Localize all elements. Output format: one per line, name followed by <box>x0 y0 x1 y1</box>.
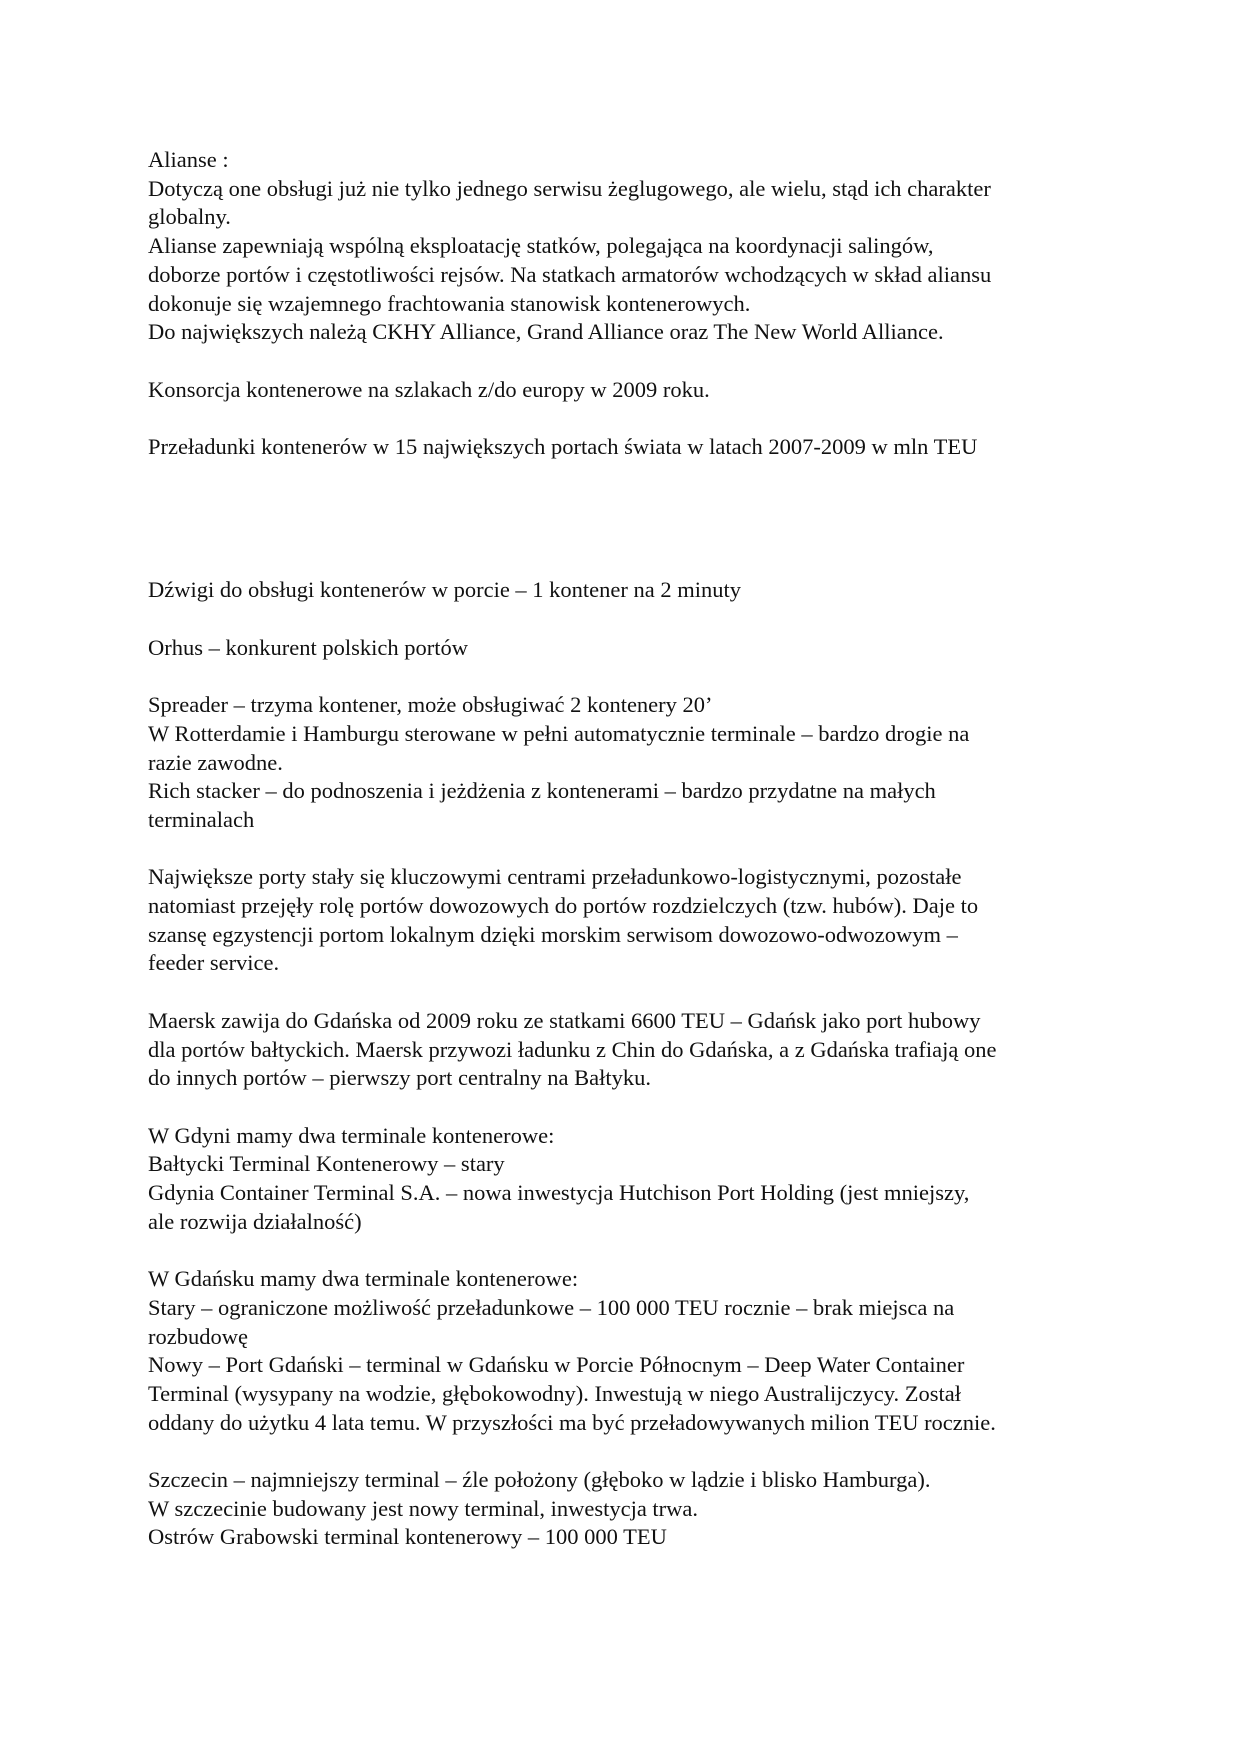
text-line: Bałtycki Terminal Kontenerowy – stary <box>148 1151 505 1177</box>
text-line: Stary – ograniczone możliwość przeładunkowe – 100 000 TEU rocznie – brak miejsca na <box>148 1294 955 1320</box>
text-line: doborze portów i częstotliwości rejsów. Na statkach armatorów wchodzących w skład aliansu <box>148 261 992 287</box>
text-line: do innych portów – pierwszy port centralny na Bałtyku. <box>148 1065 652 1091</box>
text-line: terminalach <box>148 806 255 832</box>
paragraph <box>148 634 1108 663</box>
text-line: globalny. <box>148 204 231 230</box>
paragraph <box>148 376 1108 405</box>
text-line: W szczecinie budowany jest nowy terminal, inwestycja trwa. <box>148 1495 699 1521</box>
text-line: Maersk zawija do Gdańska od 2009 roku ze statkami 6600 TEU – Gdańsk jako port hubowy <box>148 1007 981 1033</box>
text-line: dla portów bałtyckich. Maersk przywozi ładunku z Chin do Gdańska, a z Gdańska trafiają one <box>148 1036 997 1062</box>
paragraph <box>148 1007 1108 1093</box>
paragraph <box>148 863 1108 978</box>
text-line: Terminal (wysypany na wodzie, głębokowodny). Inwestują w niego Australijczycy. Został <box>148 1380 962 1406</box>
text-line: Konsorcja kontenerowe na szlakach z/do europy w 2009 roku. <box>148 376 710 402</box>
text-line: oddany do użytku 4 lata temu. W przyszłości ma być przeładowywanych milion TEU rocznie. <box>148 1409 996 1435</box>
text-line: Alianse : <box>148 147 229 172</box>
text-line: W Gdańsku mamy dwa terminale kontenerowe: <box>148 1266 579 1292</box>
blank-space <box>148 490 1108 576</box>
text-line: feeder service. <box>148 950 280 976</box>
paragraph <box>148 691 1108 835</box>
text-line: Nowy – Port Gdański – terminal w Gdańsku w Porcie Północnym – Deep Water Container <box>148 1352 965 1378</box>
text-line: Alianse zapewniają wspólną eksploatację statków, polegająca na koordynacji salingów, <box>148 233 934 259</box>
paragraph <box>148 1122 1108 1237</box>
text-line: W Rotterdamie i Hamburgu sterowane w pełni automatycznie terminale – bardzo drogie na <box>148 720 970 746</box>
text-line: Przeładunki kontenerów w 15 największych portach świata w latach 2007-2009 w mln TEU <box>148 434 978 459</box>
text-line: Szczecin – najmniejszy terminal – źle położony (głęboko w lądzie i blisko Hamburga). <box>148 1467 931 1493</box>
text-line: Dotyczą one obsługi już nie tylko jednego serwisu żeglugowego, ale wielu, stąd ich charakter <box>148 175 991 201</box>
text-line: szansę egzystencji portom lokalnym dzięki morskim serwisom dowozowo-odwozowym – <box>148 921 958 947</box>
text-line: Spreader – trzyma kontener, może obsługiwać 2 kontenery 20’ <box>148 692 713 718</box>
text-line: Ostrów Grabowski terminal kontenerowy – 100 000 TEU <box>148 1524 667 1550</box>
text-line: rozbudowę <box>148 1323 248 1349</box>
text-line: W Gdyni mamy dwa terminale kontenerowe: <box>148 1122 555 1148</box>
document-body <box>148 146 1108 1581</box>
paragraph <box>148 433 1108 462</box>
text-line: Do największych należą CKHY Alliance, Grand Alliance oraz The New World Alliance. <box>148 319 944 345</box>
text-line: Orhus – konkurent polskich portów <box>148 634 468 660</box>
paragraph <box>148 576 1108 605</box>
text-line: razie zawodne. <box>148 749 283 775</box>
paragraph <box>148 1265 1108 1437</box>
paragraph <box>148 146 1108 347</box>
text-line: ale rozwija działalność) <box>148 1208 362 1234</box>
text-line: natomiast przejęły rolę portów dowozowych do portów rozdzielczych (tzw. hubów). Daje to <box>148 893 979 919</box>
text-line: Największe porty stały się kluczowymi centrami przeładunkowo-logistycznymi, pozostałe <box>148 864 962 890</box>
text-line: dokonuje się wzajemnego frachtowania stanowisk kontenerowych. <box>148 290 751 316</box>
text-line: Gdynia Container Terminal S.A. – nowa inwestycja Hutchison Port Holding (jest mniejszy, <box>148 1180 970 1206</box>
text-line: Rich stacker – do podnoszenia i jeżdżenia z kontenerami – bardzo przydatne na małych <box>148 778 936 804</box>
text-line: Dźwigi do obsługi kontenerów w porcie – 1 kontener na 2 minuty <box>148 577 742 603</box>
paragraph <box>148 1466 1108 1552</box>
